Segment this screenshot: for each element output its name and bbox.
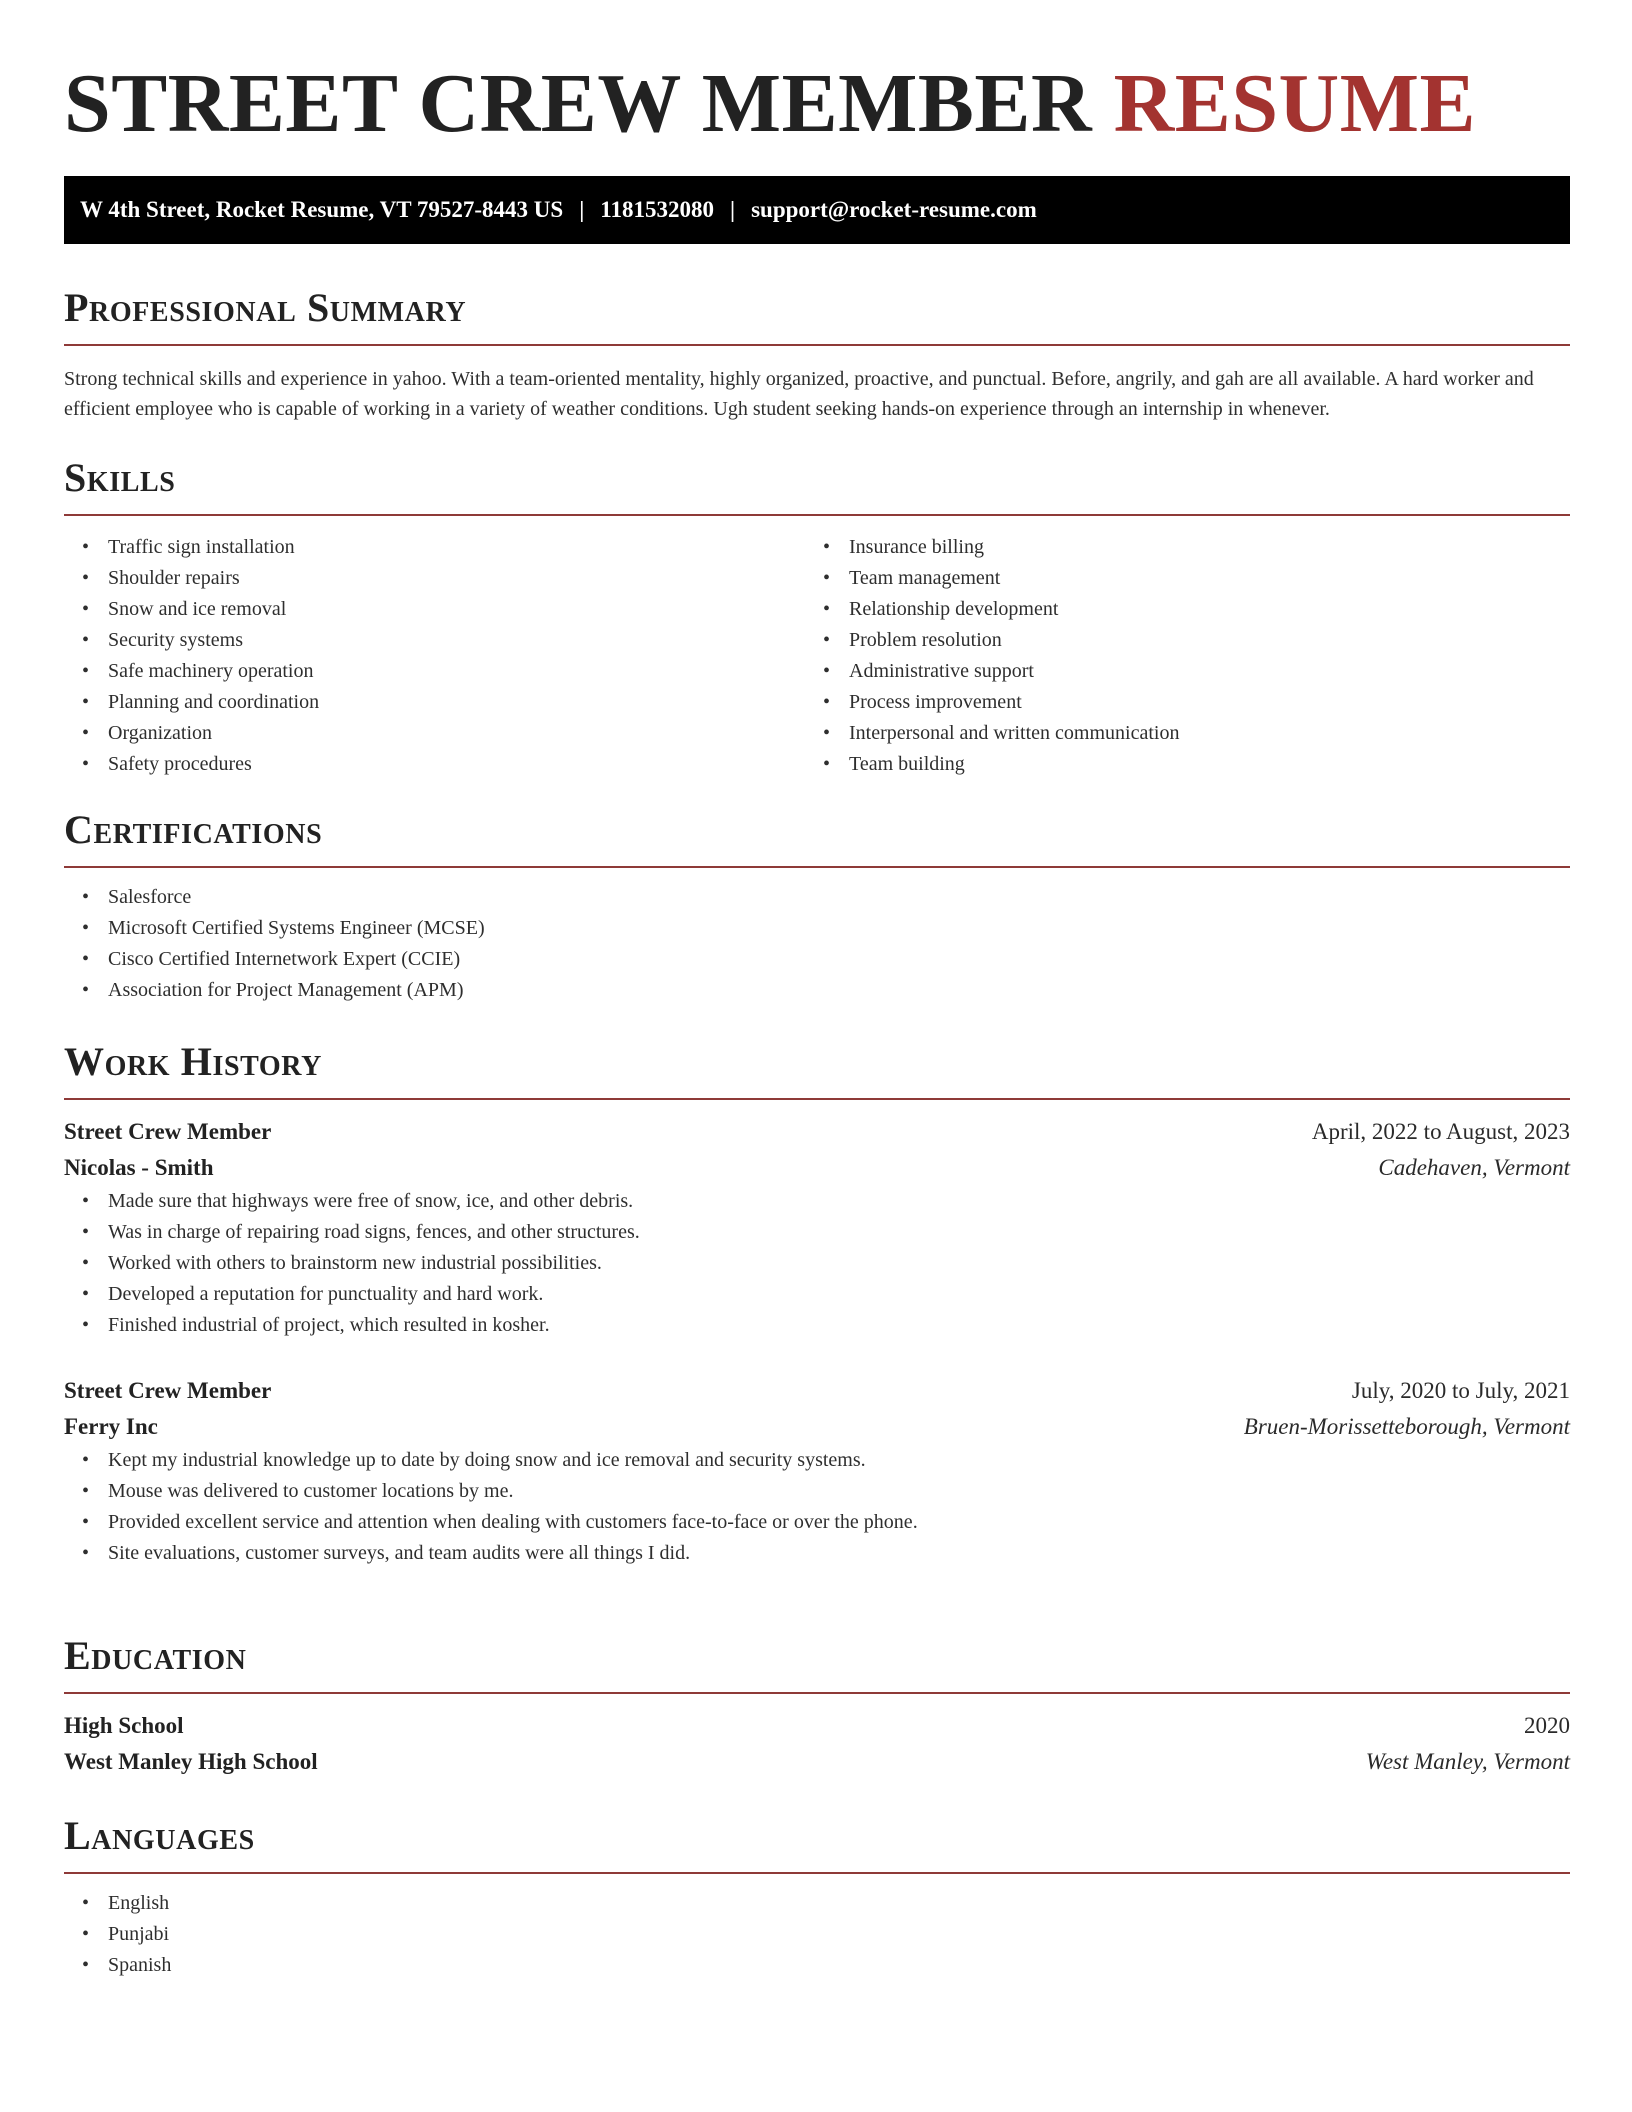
contact-separator: | — [730, 197, 736, 222]
skill-item: • Traffic sign installation — [64, 532, 805, 563]
certification-item: • Association for Project Management (APM) — [64, 975, 1570, 1006]
work-history-section — [64, 1038, 1570, 1569]
job-duty: • Provided excellent service and attention when dealing with customers face-to-face or over the phone. — [64, 1507, 1570, 1538]
contact-bar — [64, 176, 1570, 244]
skill-item: • Interpersonal and written communication — [805, 718, 1546, 749]
section-heading-work: Work History — [64, 1039, 322, 1084]
job-entry — [64, 1114, 1570, 1341]
skill-item: • Administrative support — [805, 656, 1546, 687]
skills-list-left — [64, 532, 805, 780]
job-duty: • Worked with others to brainstorm new industrial possibilities. — [64, 1248, 1570, 1279]
job-entry — [64, 1373, 1570, 1569]
skill-item: • Process improvement — [805, 687, 1546, 718]
job-title: Street Crew Member — [64, 1119, 272, 1144]
education-entry — [64, 1708, 1570, 1780]
contact-email: support@rocket-resume.com — [751, 197, 1037, 222]
skill-item: • Problem resolution — [805, 625, 1546, 656]
education-year: 2020 — [1524, 1713, 1570, 1738]
section-heading-summary: Professional Summary — [64, 285, 467, 330]
skills-column-left — [64, 532, 805, 780]
skill-item: • Relationship development — [805, 594, 1546, 625]
language-item: • Spanish — [64, 1950, 1570, 1981]
job-duty: • Was in charge of repairing road signs, fences, and other structures. — [64, 1217, 1570, 1248]
skill-item: • Safety procedures — [64, 749, 805, 780]
skill-item: • Insurance billing — [805, 532, 1546, 563]
job-company: Ferry Inc — [64, 1414, 158, 1439]
language-item: • Punjabi — [64, 1919, 1570, 1950]
title-main: STREET CREW MEMBER — [64, 57, 1093, 150]
job-dates: April, 2022 to August, 2023 — [1311, 1119, 1570, 1144]
education-school: West Manley High School — [64, 1749, 318, 1774]
education-degree: High School — [64, 1713, 184, 1738]
skill-item: • Shoulder repairs — [64, 563, 805, 594]
job-location: Bruen-Morissetteborough, Vermont — [1243, 1414, 1570, 1439]
job-duty: • Site evaluations, customer surveys, and team audits were all things I did. — [64, 1538, 1570, 1569]
skills-column-right — [805, 532, 1546, 780]
skill-item: • Snow and ice removal — [64, 594, 805, 625]
certifications-list — [64, 882, 1570, 1006]
job-dates: July, 2020 to July, 2021 — [1351, 1378, 1570, 1403]
skill-item: • Organization — [64, 718, 805, 749]
skill-item: • Security systems — [64, 625, 805, 656]
section-heading-certifications: Certifications — [64, 807, 323, 852]
skill-item: • Team management — [805, 563, 1546, 594]
job-duty: • Kept my industrial knowledge up to date by doing snow and ice removal and security systems. — [64, 1445, 1570, 1476]
skills-section — [64, 454, 1570, 780]
job-title: Street Crew Member — [64, 1378, 272, 1403]
skill-item: • Team building — [805, 749, 1546, 780]
contact-separator: | — [579, 197, 585, 222]
skill-item: • Safe machinery operation — [64, 656, 805, 687]
section-divider — [64, 1872, 1570, 1874]
title-accent: RESUME — [1113, 57, 1477, 150]
certification-item: • Cisco Certified Internetwork Expert (CCIE) — [64, 944, 1570, 975]
certification-item: • Microsoft Certified Systems Engineer (MCSE) — [64, 913, 1570, 944]
section-heading-skills: Skills — [64, 455, 176, 500]
job-duties-list — [64, 1186, 1570, 1341]
job-duty: • Mouse was delivered to customer locations by me. — [64, 1476, 1570, 1507]
contact-phone: 1181532080 — [600, 197, 715, 222]
certifications-section — [64, 806, 1570, 1006]
summary-text: Strong technical skills and experience in yahoo. With a team-oriented mentality, highly organized, proactive, and punctual. Before, angrily, and gah are all available. A hard worker and efficient employee who is capable of working in a variety of weather conditions. Ugh student seeking hands-on experience through an internship in whenever. — [64, 368, 1534, 420]
job-duties-list — [64, 1445, 1570, 1569]
contact-address: W 4th Street, Rocket Resume, VT 79527-8443 US — [80, 197, 564, 222]
section-divider — [64, 866, 1570, 868]
job-company: Nicolas - Smith — [64, 1155, 214, 1180]
education-section — [64, 1632, 1570, 1780]
job-duty: • Finished industrial of project, which resulted in kosher. — [64, 1310, 1570, 1341]
resume-title — [64, 54, 1476, 154]
summary-section — [64, 284, 1570, 424]
job-duty: • Developed a reputation for punctuality and hard work. — [64, 1279, 1570, 1310]
languages-section — [64, 1812, 1570, 1981]
languages-list — [64, 1888, 1570, 1981]
education-location: West Manley, Vermont — [1365, 1749, 1570, 1774]
skills-list-right — [805, 532, 1546, 780]
job-location: Cadehaven, Vermont — [1378, 1155, 1570, 1180]
certification-item: • Salesforce — [64, 882, 1570, 913]
job-duty: • Made sure that highways were free of snow, ice, and other debris. — [64, 1186, 1570, 1217]
section-divider — [64, 344, 1570, 346]
skill-item: • Planning and coordination — [64, 687, 805, 718]
language-item: • English — [64, 1888, 1570, 1919]
section-divider — [64, 1692, 1570, 1694]
section-divider — [64, 1098, 1570, 1100]
section-heading-languages: Languages — [64, 1813, 255, 1858]
section-divider — [64, 514, 1570, 516]
section-heading-education: Education — [64, 1633, 247, 1678]
